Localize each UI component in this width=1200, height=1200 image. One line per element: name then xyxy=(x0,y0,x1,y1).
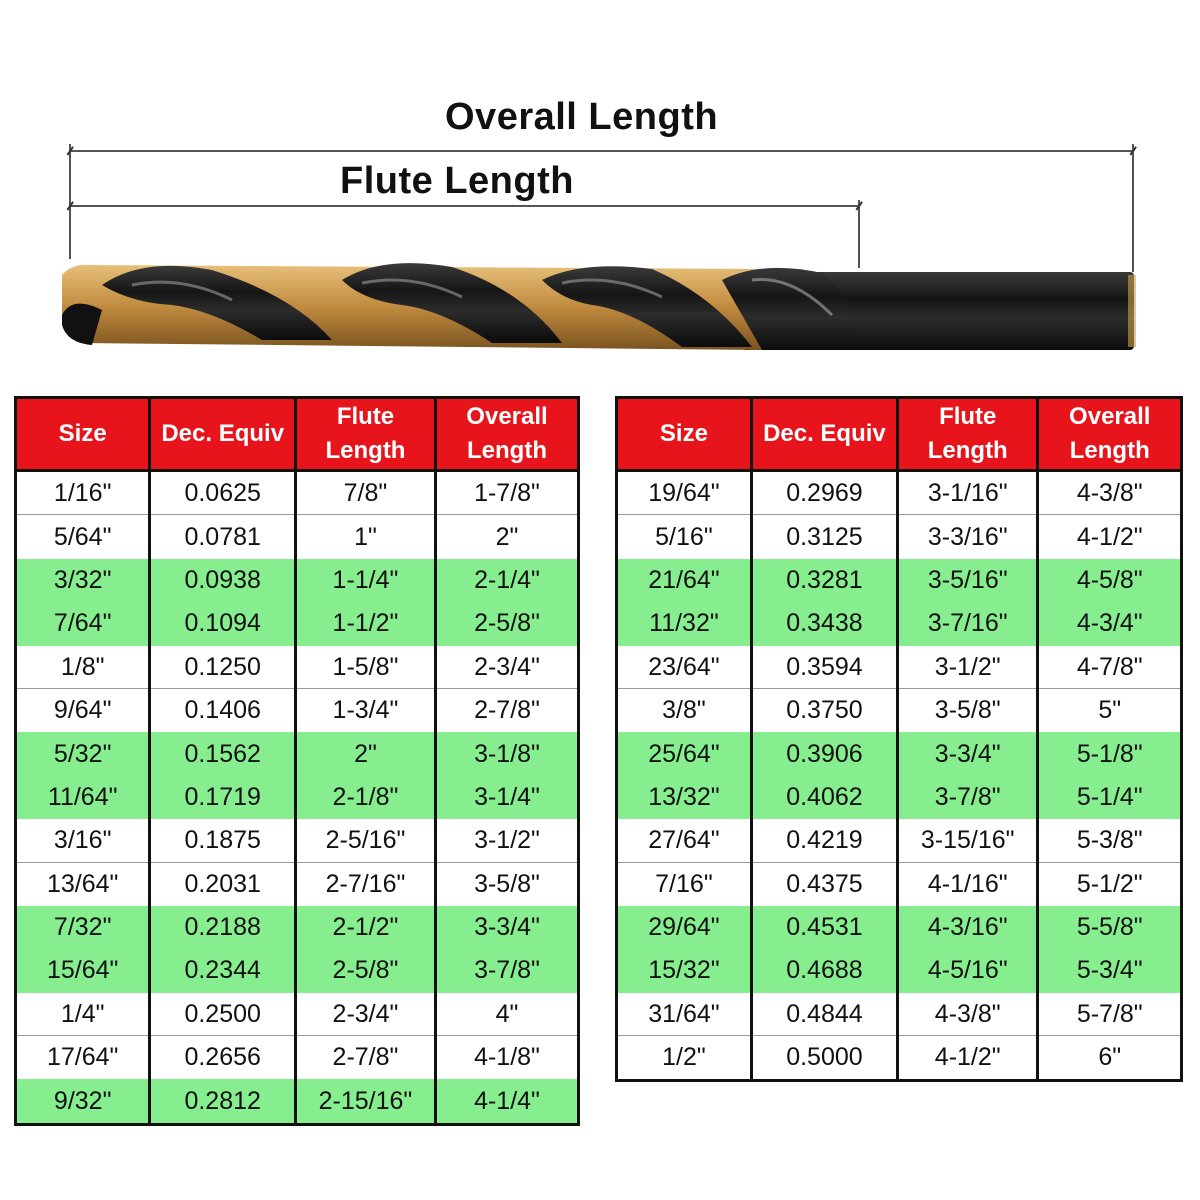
cell-overall-length: 5-1/8" xyxy=(1039,732,1180,775)
cell-flute-length: 2-7/16" xyxy=(297,863,437,906)
cell-size: 5/32" xyxy=(17,732,151,775)
cell-overall-length: 4-1/4" xyxy=(437,1079,577,1122)
cell-dec-equiv: 0.0781 xyxy=(151,515,297,558)
cell-size: 3/16" xyxy=(17,819,151,862)
cell-dec-equiv: 0.3438 xyxy=(753,602,899,645)
cell-dec-equiv: 0.5000 xyxy=(753,1036,899,1079)
cell-overall-length: 6" xyxy=(1039,1036,1180,1079)
cell-size: 17/64" xyxy=(17,1036,151,1079)
cell-overall-length: 3-7/8" xyxy=(437,949,577,992)
table-row xyxy=(618,819,1180,862)
cell-flute-length: 3-1/16" xyxy=(899,472,1040,515)
cell-flute-length: 3-3/16" xyxy=(899,515,1040,558)
cell-dec-equiv: 0.3125 xyxy=(753,515,899,558)
cell-size: 11/32" xyxy=(618,602,753,645)
table-row xyxy=(618,559,1180,602)
cell-flute-length: 2" xyxy=(297,732,437,775)
table-row xyxy=(618,602,1180,645)
cell-size: 11/64" xyxy=(17,776,151,819)
cell-flute-length: 3-1/2" xyxy=(899,646,1040,689)
cell-dec-equiv: 0.3594 xyxy=(753,646,899,689)
cell-flute-length: 4-3/8" xyxy=(899,993,1040,1036)
cell-dec-equiv: 0.4062 xyxy=(753,776,899,819)
cell-overall-length: 5-3/4" xyxy=(1039,949,1180,992)
table-row xyxy=(618,993,1180,1036)
cell-dec-equiv: 0.3281 xyxy=(753,559,899,602)
header-size: Size xyxy=(17,399,151,472)
cell-overall-length: 2-3/4" xyxy=(437,646,577,689)
cell-overall-length: 2-1/4" xyxy=(437,559,577,602)
table-row xyxy=(17,993,577,1036)
table-body xyxy=(17,472,577,1123)
table-row xyxy=(17,472,577,515)
table-row xyxy=(17,819,577,862)
cell-size: 29/64" xyxy=(618,906,753,949)
cell-overall-length: 3-5/8" xyxy=(437,863,577,906)
table-row xyxy=(618,906,1180,949)
table-header-row xyxy=(618,399,1180,472)
cell-flute-length: 2-1/2" xyxy=(297,906,437,949)
cell-flute-length: 2-1/8" xyxy=(297,776,437,819)
cell-dec-equiv: 0.0938 xyxy=(151,559,297,602)
cell-dec-equiv: 0.1094 xyxy=(151,602,297,645)
cell-flute-length: 4-3/16" xyxy=(899,906,1040,949)
cell-size: 23/64" xyxy=(618,646,753,689)
cell-flute-length: 3-5/8" xyxy=(899,689,1040,732)
cell-size: 7/16" xyxy=(618,863,753,906)
header-overall-length: Overall Length xyxy=(437,399,577,472)
cell-size: 19/64" xyxy=(618,472,753,515)
table-row xyxy=(618,1036,1180,1079)
cell-dec-equiv: 0.0625 xyxy=(151,472,297,515)
cell-overall-length: 5-5/8" xyxy=(1039,906,1180,949)
cell-dec-equiv: 0.4219 xyxy=(753,819,899,862)
header-size: Size xyxy=(618,399,753,472)
drill-size-table-right xyxy=(615,396,1183,1082)
table-row xyxy=(17,515,577,558)
table-row xyxy=(618,689,1180,732)
cell-dec-equiv: 0.2656 xyxy=(151,1036,297,1079)
drill-size-table-left xyxy=(14,396,580,1126)
cell-overall-length: 4-3/4" xyxy=(1039,602,1180,645)
flute-length-dimension-line xyxy=(70,205,860,207)
cell-size: 27/64" xyxy=(618,819,753,862)
table-row xyxy=(17,776,577,819)
cell-dec-equiv: 0.1250 xyxy=(151,646,297,689)
cell-size: 31/64" xyxy=(618,993,753,1036)
cell-overall-length: 1-7/8" xyxy=(437,472,577,515)
table-row xyxy=(17,863,577,906)
table-row xyxy=(17,1079,577,1122)
table-row xyxy=(618,732,1180,775)
table-row xyxy=(618,472,1180,515)
table-row xyxy=(17,1036,577,1079)
cell-flute-length: 1-3/4" xyxy=(297,689,437,732)
cell-flute-length: 3-5/16" xyxy=(899,559,1040,602)
cell-flute-length: 2-15/16" xyxy=(297,1079,437,1122)
cell-dec-equiv: 0.3750 xyxy=(753,689,899,732)
table-row xyxy=(618,515,1180,558)
table-row xyxy=(17,906,577,949)
cell-size: 7/64" xyxy=(17,602,151,645)
cell-size: 1/16" xyxy=(17,472,151,515)
cell-size: 3/32" xyxy=(17,559,151,602)
cell-overall-length: 3-3/4" xyxy=(437,906,577,949)
cell-flute-length: 2-5/16" xyxy=(297,819,437,862)
cell-size: 1/4" xyxy=(17,993,151,1036)
cell-dec-equiv: 0.2344 xyxy=(151,949,297,992)
table-body xyxy=(618,472,1180,1079)
table-header-row xyxy=(17,399,577,472)
overall-end-extension-line xyxy=(1132,144,1134,272)
cell-dec-equiv: 0.2969 xyxy=(753,472,899,515)
table-row xyxy=(618,863,1180,906)
cell-dec-equiv: 0.4844 xyxy=(753,993,899,1036)
cell-size: 9/64" xyxy=(17,689,151,732)
table-row xyxy=(17,559,577,602)
cell-overall-length: 3-1/4" xyxy=(437,776,577,819)
cell-overall-length: 4-5/8" xyxy=(1039,559,1180,602)
overall-length-label: Overall Length xyxy=(445,96,719,138)
cell-size: 7/32" xyxy=(17,906,151,949)
cell-size: 15/32" xyxy=(618,949,753,992)
cell-flute-length: 3-15/16" xyxy=(899,819,1040,862)
cell-overall-length: 4-3/8" xyxy=(1039,472,1180,515)
cell-dec-equiv: 0.2188 xyxy=(151,906,297,949)
cell-flute-length: 1-1/2" xyxy=(297,602,437,645)
table-row xyxy=(17,646,577,689)
table-row xyxy=(618,646,1180,689)
cell-overall-length: 2-7/8" xyxy=(437,689,577,732)
cell-size: 5/16" xyxy=(618,515,753,558)
cell-dec-equiv: 0.4531 xyxy=(753,906,899,949)
cell-flute-length: 4-5/16" xyxy=(899,949,1040,992)
cell-size: 5/64" xyxy=(17,515,151,558)
cell-flute-length: 3-7/8" xyxy=(899,776,1040,819)
cell-overall-length: 2-5/8" xyxy=(437,602,577,645)
cell-size: 13/32" xyxy=(618,776,753,819)
cell-dec-equiv: 0.4375 xyxy=(753,863,899,906)
header-flute-length: Flute Length xyxy=(297,399,437,472)
cell-flute-length: 2-7/8" xyxy=(297,1036,437,1079)
cell-flute-length: 4-1/16" xyxy=(899,863,1040,906)
cell-dec-equiv: 0.4688 xyxy=(753,949,899,992)
cell-dec-equiv: 0.1406 xyxy=(151,689,297,732)
table-row xyxy=(17,949,577,992)
cell-flute-length: 2-3/4" xyxy=(297,993,437,1036)
cell-size: 1/8" xyxy=(17,646,151,689)
cell-size: 15/64" xyxy=(17,949,151,992)
cell-flute-length: 2-5/8" xyxy=(297,949,437,992)
cell-flute-length: 1-1/4" xyxy=(297,559,437,602)
cell-overall-length: 4" xyxy=(437,993,577,1036)
cell-flute-length: 7/8" xyxy=(297,472,437,515)
cell-flute-length: 3-7/16" xyxy=(899,602,1040,645)
drill-bit-illustration xyxy=(62,255,1142,355)
table-row xyxy=(17,602,577,645)
header-overall-length: Overall Length xyxy=(1039,399,1180,472)
cell-size: 3/8" xyxy=(618,689,753,732)
cell-overall-length: 5-3/8" xyxy=(1039,819,1180,862)
cell-overall-length: 3-1/2" xyxy=(437,819,577,862)
cell-flute-length: 3-3/4" xyxy=(899,732,1040,775)
cell-size: 21/64" xyxy=(618,559,753,602)
cell-size: 9/32" xyxy=(17,1079,151,1122)
table-row xyxy=(17,732,577,775)
cell-flute-length: 1" xyxy=(297,515,437,558)
header-flute-length: Flute Length xyxy=(899,399,1040,472)
flute-length-label: Flute Length xyxy=(340,160,574,202)
table-row xyxy=(618,776,1180,819)
cell-size: 25/64" xyxy=(618,732,753,775)
cell-dec-equiv: 0.3906 xyxy=(753,732,899,775)
cell-overall-length: 5" xyxy=(1039,689,1180,732)
cell-overall-length: 2" xyxy=(437,515,577,558)
left-extension-line xyxy=(69,144,71,259)
header-dec-equiv: Dec. Equiv xyxy=(753,399,899,472)
cell-overall-length: 5-1/4" xyxy=(1039,776,1180,819)
cell-flute-length: 4-1/2" xyxy=(899,1036,1040,1079)
table-row xyxy=(17,689,577,732)
cell-dec-equiv: 0.2500 xyxy=(151,993,297,1036)
cell-overall-length: 4-1/2" xyxy=(1039,515,1180,558)
cell-size: 1/2" xyxy=(618,1036,753,1079)
cell-dec-equiv: 0.2812 xyxy=(151,1079,297,1122)
cell-flute-length: 1-5/8" xyxy=(297,646,437,689)
cell-overall-length: 5-7/8" xyxy=(1039,993,1180,1036)
cell-dec-equiv: 0.1719 xyxy=(151,776,297,819)
cell-overall-length: 5-1/2" xyxy=(1039,863,1180,906)
cell-overall-length: 3-1/8" xyxy=(437,732,577,775)
cell-dec-equiv: 0.1562 xyxy=(151,732,297,775)
cell-overall-length: 4-7/8" xyxy=(1039,646,1180,689)
cell-dec-equiv: 0.1875 xyxy=(151,819,297,862)
cell-size: 13/64" xyxy=(17,863,151,906)
overall-length-dimension-line xyxy=(70,150,1133,152)
cell-overall-length: 4-1/8" xyxy=(437,1036,577,1079)
header-dec-equiv: Dec. Equiv xyxy=(151,399,297,472)
table-row xyxy=(618,949,1180,992)
cell-dec-equiv: 0.2031 xyxy=(151,863,297,906)
